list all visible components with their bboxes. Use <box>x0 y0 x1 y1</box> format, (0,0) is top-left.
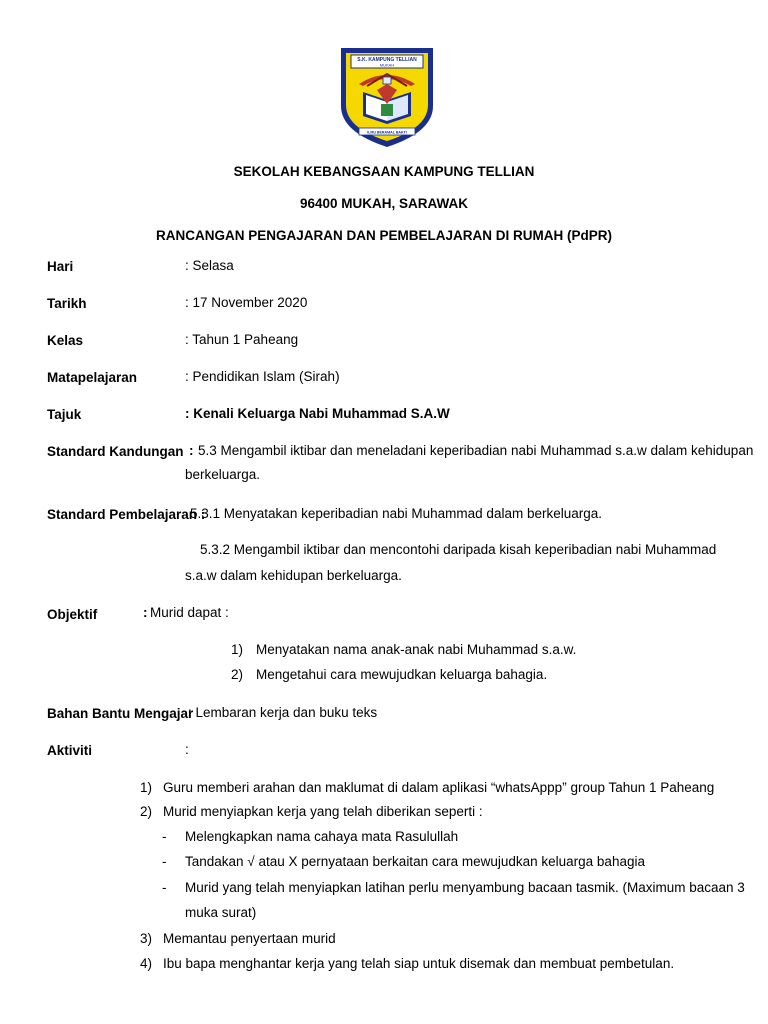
objektif-colon: : <box>143 605 148 620</box>
activity-subitem-3-line1: Murid yang telah menyiapkan latihan perlu menyambung bacaan tasmik. (Maximum bacaan 3 <box>185 880 745 895</box>
standard-kandungan-line2: berkeluarga. <box>185 467 261 482</box>
objektif-item-number: 1) <box>231 642 244 657</box>
school-address: 96400 MUKAH, SARAWAK <box>299 196 469 211</box>
field-label-tarikh: Tarikh <box>47 296 87 311</box>
field-value-aktiviti: : <box>185 742 189 757</box>
school-name: SEKOLAH KEBANGSAAN KAMPUNG TELLIAN <box>233 164 535 179</box>
activity-subitem-dash: - <box>162 854 167 869</box>
field-value-tajuk: : Kenali Keluarga Nabi Muhammad S.A.W <box>185 406 450 421</box>
field-value-hari: : Selasa <box>185 258 234 273</box>
crest-banner-text: S.K. KAMPUNG TELLIAN <box>357 57 417 63</box>
field-value-matapelajaran: : Pendidikan Islam (Sirah) <box>185 369 340 384</box>
standard-pembelajaran-item1: 5.3.1 Menyatakan keperibadian nabi Muhammad dalam berkeluarga. <box>190 506 603 521</box>
activity-subitem-3-line2: muka surat) <box>185 905 257 920</box>
crest-banner-subtext: MUKAH <box>379 62 395 68</box>
activity-item-3: Memantau penyertaan murid <box>163 931 336 946</box>
activity-number-2: 2) <box>140 804 153 819</box>
crest-motto-text: ILMU BERAMAL BAKTI <box>367 130 407 135</box>
field-label-matapelajaran: Matapelajaran <box>47 370 138 385</box>
field-label-kelas: Kelas <box>47 333 84 348</box>
field-label-hari: Hari <box>47 259 74 274</box>
field-value-tarikh: : 17 November 2020 <box>185 295 308 310</box>
activity-number-4: 4) <box>140 956 153 971</box>
activity-number-3: 3) <box>140 931 153 946</box>
objektif-item: Menyatakan nama anak-anak nabi Muhammad s.a.w. <box>256 642 577 657</box>
activity-item-1: Guru memberi arahan dan maklumat di dalam aplikasi “whatsAppp” group Tahun 1 Paheang <box>163 780 715 795</box>
activity-subitem-dash: - <box>162 880 167 895</box>
standard-kandungan-line1: 5.3 Mengambil iktibar dan meneladani keperibadian nabi Muhammad s.a.w dalam kehidupan <box>198 443 754 458</box>
plan-title: RANCANGAN PENGAJARAN DAN PEMBELAJARAN DI RUMAH (PdPR) <box>155 228 612 243</box>
field-label-bahan-bantu-mengajar: Bahan Bantu Mengajar <box>47 706 194 721</box>
standard-pembelajaran-item2-line1: 5.3.2 Mengambil iktibar dan mencontohi daripada kisah keperibadian nabi Muhammad <box>200 542 717 557</box>
objektif-item: Mengetahui cara mewujudkan keluarga bahagia. <box>256 667 548 682</box>
activity-item-2: Murid menyiapkan kerja yang telah diberikan seperti : <box>163 804 483 819</box>
field-label-standard-pembelajaran: Standard Pembelajaran : <box>47 507 206 522</box>
objektif-item-number: 2) <box>231 667 244 682</box>
standard-pembelajaran-item2-line2: s.a.w dalam kehidupan berkeluarga. <box>185 568 402 583</box>
activity-subitem-2: Tandakan √ atau X pernyataan berkaitan cara mewujudkan keluarga bahagia <box>185 854 645 869</box>
field-value-kelas: : Tahun 1 Paheang <box>185 332 299 347</box>
field-label-aktiviti: Aktiviti <box>47 743 93 758</box>
field-label-objektif: Objektif <box>47 607 98 622</box>
field-label-standard-kandungan: Standard Kandungan <box>47 444 184 459</box>
school-crest-logo <box>337 44 437 150</box>
standard-kandungan-colon: : <box>189 443 194 458</box>
field-value-bahan-bantu-mengajar: : Lembaran kerja dan buku teks <box>188 705 378 720</box>
field-label-tajuk: Tajuk <box>47 407 82 422</box>
activity-item-4: Ibu bapa menghantar kerja yang telah siap untuk disemak dan membuat pembetulan. <box>163 956 675 971</box>
activity-subitem-1: Melengkapkan nama cahaya mata Rasulullah <box>185 829 459 844</box>
activity-number-1: 1) <box>140 780 153 795</box>
objektif-value: Murid dapat : <box>150 605 229 620</box>
activity-subitem-dash: - <box>162 829 167 844</box>
